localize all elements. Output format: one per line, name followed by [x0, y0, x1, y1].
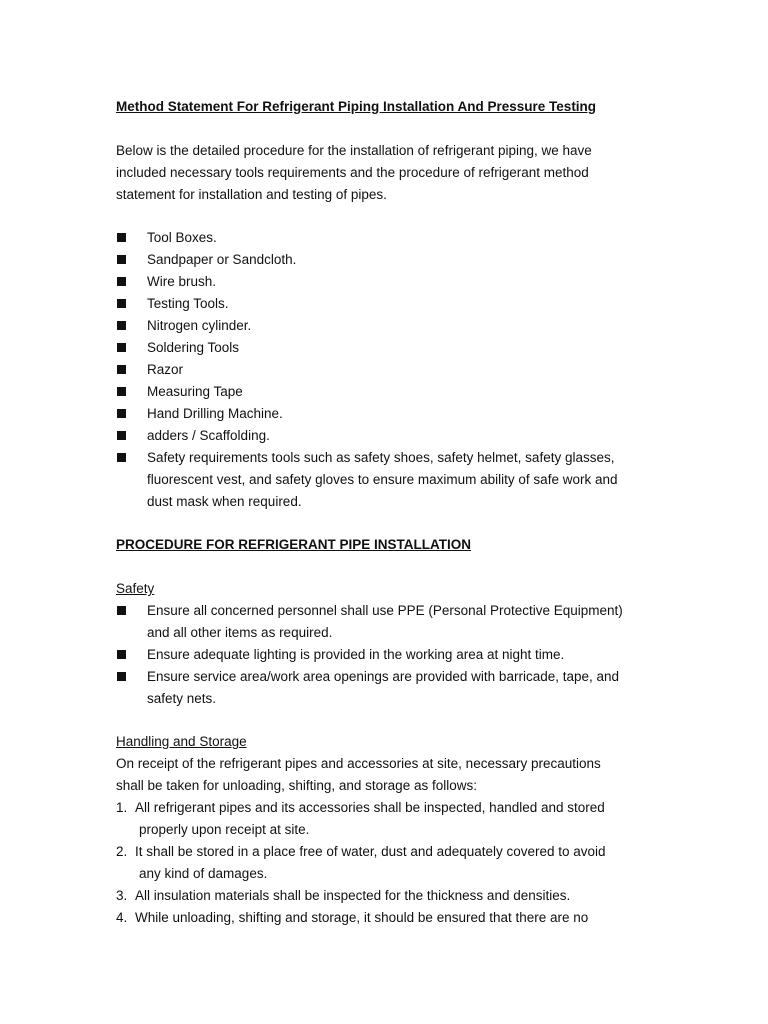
bullet-square-icon — [117, 606, 126, 615]
procedure-heading: PROCEDURE FOR REFRIGERANT PIPE INSTALLATION — [116, 537, 472, 552]
intro-line: statement for installation and testing of pipes. — [116, 187, 387, 202]
numbered-item-line: All refrigerant pipes and its accessories shall be inspected, handled and stored — [135, 800, 605, 815]
handling-intro-line: On receipt of the refrigerant pipes and accessories at site, necessary precautions — [116, 756, 601, 771]
bullet-square-icon — [117, 299, 126, 308]
bullet-square-icon — [117, 409, 126, 418]
safety-requirements-line: fluorescent vest, and safety gloves to ensure maximum ability of safe work and — [147, 472, 618, 487]
tools-list-item: Hand Drilling Machine. — [147, 406, 283, 421]
intro-line: included necessary tools requirements and the procedure of refrigerant method — [116, 165, 589, 180]
safety-item-line: Ensure all concerned personnel shall use PPE (Personal Protective Equipment) — [147, 603, 623, 618]
bullet-square-icon — [117, 672, 126, 681]
numbered-item-line: properly upon receipt at site. — [139, 822, 310, 837]
bullet-square-icon — [117, 431, 126, 440]
numbered-item-number: 1. — [116, 800, 128, 815]
handling-heading: Handling and Storage — [116, 734, 247, 749]
safety-requirements-line: dust mask when required. — [147, 494, 302, 509]
safety-item-line: Ensure service area/work area openings are provided with barricade, tape, and — [147, 669, 620, 684]
numbered-item-line: It shall be stored in a place free of water, dust and adequately covered to avoid — [135, 844, 606, 859]
bullet-square-icon — [117, 233, 126, 242]
tools-list-item: Nitrogen cylinder. — [147, 318, 252, 333]
bullet-square-icon — [117, 387, 126, 396]
tools-list-item: Sandpaper or Sandcloth. — [147, 252, 297, 267]
numbered-item-line: All insulation materials shall be inspected for the thickness and densities. — [135, 888, 571, 903]
document-title: Method Statement For Refrigerant Piping Installation And Pressure Testing — [116, 99, 597, 114]
numbered-item-number: 3. — [116, 888, 128, 903]
safety-item-line: and all other items as required. — [147, 625, 333, 640]
bullet-square-icon — [117, 277, 126, 286]
bullet-square-icon — [117, 321, 126, 330]
tools-list-item: Measuring Tape — [147, 384, 243, 399]
numbered-item-number: 2. — [116, 844, 128, 859]
tools-list-item: Tool Boxes. — [147, 230, 217, 245]
bullet-square-icon — [117, 453, 126, 462]
numbered-item-number: 4. — [116, 910, 128, 925]
bullet-square-icon — [117, 365, 126, 374]
handling-intro-line: shall be taken for unloading, shifting, and storage as follows: — [116, 778, 477, 793]
bullet-square-icon — [117, 343, 126, 352]
tools-list-item: Testing Tools. — [147, 296, 229, 311]
safety-requirements-line: Safety requirements tools such as safety shoes, safety helmet, safety glasses, — [147, 450, 615, 465]
tools-list-item: Razor — [147, 362, 184, 377]
bullet-square-icon — [117, 255, 126, 264]
safety-item-line: Ensure adequate lighting is provided in the working area at night time. — [147, 647, 565, 662]
tools-list-item: Soldering Tools — [147, 340, 240, 355]
tools-list-item: Wire brush. — [147, 274, 217, 289]
bullet-square-icon — [117, 650, 126, 659]
safety-item-line: safety nets. — [147, 691, 217, 706]
intro-line: Below is the detailed procedure for the installation of refrigerant piping, we have — [116, 143, 592, 158]
safety-heading: Safety — [116, 581, 155, 596]
numbered-item-line: any kind of damages. — [139, 866, 268, 881]
numbered-item-line: While unloading, shifting and storage, it should be ensured that there are no — [135, 910, 589, 925]
tools-list-item: adders / Scaffolding. — [147, 428, 270, 443]
